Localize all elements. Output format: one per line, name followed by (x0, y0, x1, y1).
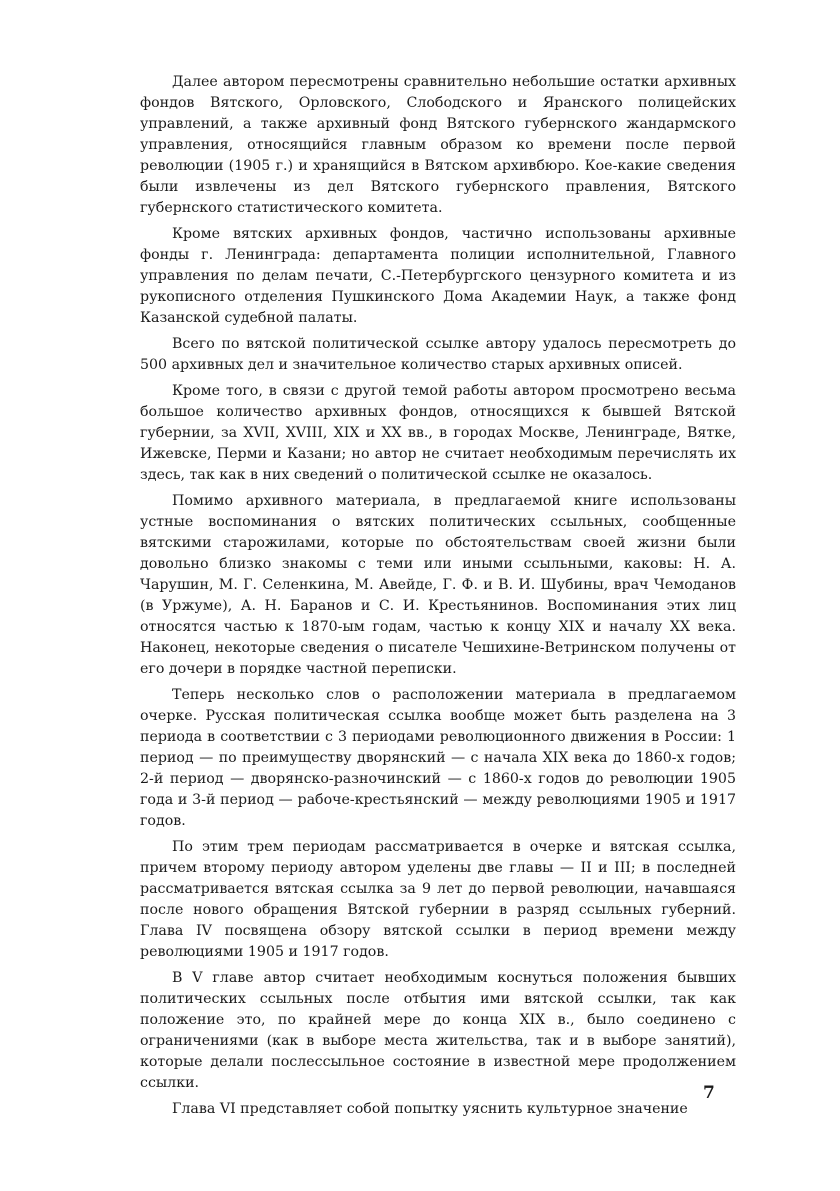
page-number: 7 (703, 1083, 715, 1103)
body-text (140, 72, 736, 1125)
paragraph: В V главе автор считает необходимым коснуться положения бывших политических ссыльных после отбытия ими вятской ссылки, так как положение это, по крайней мере до конца XIX в., было соединено с ограничениями (как в выборе места жительства, так и в выборе занятий), которые делали послессыльное состояние в известной мере продолжением ссылки. (140, 970, 736, 1091)
paragraph: Глава VI представляет собой попытку уяснить культурное значение (172, 1101, 688, 1117)
paragraph: Кроме вятских архивных фондов, частично использованы архивные фонды г. Ленинграда: департамента полиции исполнительной, Главного управления по делам печати, С.-Петербургского цензурного комитета и из рукописного отделения Пушкинского Дома Академии Наук, а также фонд Казанской судебной палаты. (140, 226, 736, 326)
paragraph: Теперь несколько слов о расположении материала в предлагаемом очерке. Русская политическая ссылка вообще может быть разделена на 3 периода в соответствии с 3 периодами революционного движения в России: 1 период — по преимуществу дворянский — с начала XIX века до 1860-х годов; 2-й период — дворянско-разночинский — с 1860-х годов до революции 1905 года и 3-й период — рабоче-крестьянский — между революциями 1905 и 1917 годов. (140, 687, 736, 829)
paragraph: Кроме того, в связи с другой темой работы автором просмотрено весьма большое количество архивных фондов, относящихся к бывшей Вятской губернии, за XVII, XVIII, XIX и XX вв., в городах Москве, Ленинграде, Вятке, Ижевске, Перми и Казани; но автор не считает необходимым перечислять их здесь, так как в них сведений о политической ссылке не оказалось. (140, 383, 736, 483)
paragraph: Помимо архивного материала, в предлагаемой книге использованы устные воспоминания о вятских политических ссыльных, сообщенные вятскими старожилами, которые по обстоятельствам своей жизни были довольно близко знакомы с теми или иными ссыльными, каковы: Н. А. Чарушин, М. Г. Селенкина, М. Авейде, Г. Ф. и В. И. Шубины, врач Чемоданов (в Уржуме), А. Н. Баранов и С. И. Крестьянинов. Воспоминания этих лиц относятся частью к 1870-ым годам, частью к концу XIX и началу XX века. Наконец, некоторые сведения о писателе Чешихине-Ветринском получены от его дочери в порядке частной переписки. (140, 493, 736, 677)
paragraph: По этим трем периодам рассматривается в очерке и вятская ссылка, причем второму периоду автором уделены две главы — II и III; в последней рассматривается вятская ссылка за 9 лет до первой революции, начавшаяся после нового обращения Вятской губернии в разряд ссыльных губерний. Глава IV посвящена обзору вятской ссылки в период времени между революциями 1905 и 1917 годов. (140, 839, 736, 960)
paragraph: Всего по вятской политической ссылке автору удалось пересмотреть до 500 архивных дел и значительное количество старых архивных описей. (140, 336, 736, 373)
paragraph: Далее автором пересмотрены сравнительно небольшие остатки архивных фондов Вятского, Орловского, Слободского и Яранского полицейских управлений, а также архивный фонд Вятского губернского жандармского управления, относящийся главным образом ко времени после первой революции (1905 г.) и хранящийся в Вятском архивбюро. Кое-какие сведения были извлечены из дел Вятского губернского правления, Вятского губернского статистического комитета. (140, 74, 736, 216)
